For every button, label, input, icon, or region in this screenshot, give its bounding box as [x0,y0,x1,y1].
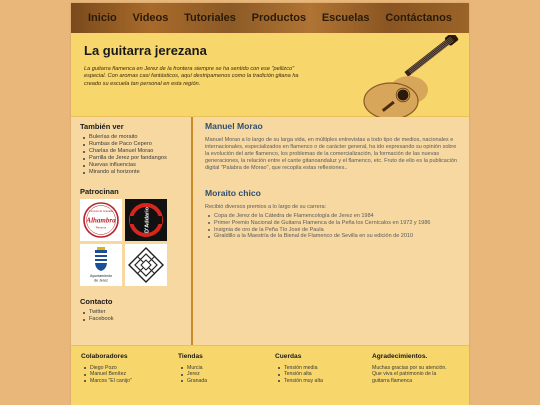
daddario-text: D'Addario [144,206,151,234]
footer-heading: Colaboradores [81,353,128,360]
award-item: Primer Premio Nacional de Guitarra Flamenca de la Peña los Cernícalos en 1972 y 1986 [205,220,461,227]
nav-item-contactanos[interactable]: Contáctanos [385,12,452,24]
article-title: Moraito chico [205,188,261,198]
footer-item[interactable]: Tensión media [275,365,372,371]
twitter-link[interactable]: Twitter [80,309,191,316]
also-see-heading: También ver [80,122,124,131]
site-intro: La guitarra flamenca en Jerez de la frontera siempre se ha sentido con ese "pellizco" especial. Con aromas casi fantásticos, aquí destripamenos como la tradición gitana ha creado su escuela tan personal en esta región. [84,66,299,87]
award-item: Giraldillo a la Maestría de la Bienal de Flamenco de Sevilla en su edición de 2010 [205,233,461,240]
nav-item-escuelas[interactable]: Escuelas [321,12,370,24]
footer-item[interactable]: Tensión alta [275,371,372,377]
ayuntamiento-text: Ayuntamiento [90,274,112,278]
guitar-image [341,35,469,117]
alhambra-bottom-text: Reserva [95,225,107,230]
alhambra-main-text: Alhambra [86,216,116,225]
page-container [71,3,469,405]
contact-heading: Contacto [80,297,113,306]
nav-item-productos[interactable]: Productos [251,12,307,24]
site-title: La guitarra jerezana [84,43,207,58]
article-intro: Recibió diversos premios a lo largo de su carrera: [205,204,327,210]
footer-item[interactable]: Jerez [178,371,275,377]
footer-item[interactable]: Marcos "El canijo" [81,378,178,384]
also-see-item[interactable]: Charlas de Manuel Morao [80,148,191,155]
article-body: Manuel Morao a lo largo de su larga vida, en múltiples entrevistas a todo tipo de medios, nacionales e internacionales, especializados en flamenco o de carácter general, ha ido expresando su opinión sobre la evolución del arte flamenco, los problemas de la comercialización, la formación de las nuevas generaciones, la relación entre el cante gitanoandaluz y el flamenco, etc. Fruto de ello es la publicación digital "Palabra de Morao", que recopila estas reflexiones.. [205,137,457,171]
also-see-item[interactable]: Rumbas de Paco Cepero [80,141,191,148]
footer-item[interactable]: Manuel Benítez [81,371,178,377]
contact-list [80,309,191,323]
nav-item-videos[interactable]: Videos [132,12,169,24]
footer-heading: Cuerdas [275,353,302,360]
thanks-text: Muchas gracias por su atención. Que viva el patrimonio de la guitarra flamenca [372,365,447,384]
ayuntamiento-sub-text: de Jerez [94,278,108,283]
awards-list [205,213,461,240]
main-content [205,121,461,240]
nav-item-tutoriales[interactable]: Tutoriales [184,12,236,24]
article-title: Manuel Morao [205,121,263,131]
ayuntamiento-logo[interactable] [80,244,122,286]
footer-heading: Agradecimientos. [372,353,428,360]
also-see-item[interactable]: Bulerías de moraito [80,134,191,141]
site-footer [71,345,469,405]
also-see-item[interactable]: Nuevas influencias [80,162,191,169]
footer-item[interactable]: Diego Pozo [81,365,178,371]
footer-item[interactable]: Granada [178,378,275,384]
daddario-logo[interactable] [125,199,167,241]
also-see-item[interactable]: Mirando al horizonte [80,169,191,176]
geometric-logo[interactable] [125,244,167,286]
also-see-list [80,134,191,176]
alhambra-logo[interactable] [80,199,122,241]
site-header [71,33,469,117]
award-item: Copa de Jerez de la Cátedra de Flamencología de Jerez en 1984 [205,213,461,220]
article-manuel-morao [205,121,461,172]
sidebar [71,117,193,345]
main-area [71,117,469,345]
footer-item[interactable]: Tensión muy alta [275,378,372,384]
article-moraito-chico [205,188,461,240]
footer-col-strings [275,353,372,405]
facebook-link[interactable]: Facebook [80,316,191,323]
main-nav [71,3,469,33]
footer-col-thanks [372,353,469,405]
footer-heading: Tiendas [178,353,203,360]
footer-item[interactable]: Murcia [178,365,275,371]
award-item: Insignia de oro de la Peña Tío José de Paula [205,227,461,234]
also-see-item[interactable]: Parrilla de Jerez por fandangos [80,155,191,162]
nav-item-inicio[interactable]: Inicio [88,12,117,24]
footer-col-collaborators [81,353,178,405]
sponsors-heading: Patrocinan [80,187,119,196]
footer-col-stores [178,353,275,405]
sponsors-grid [80,199,191,286]
alhambra-top-text: Cerveza de Granada [88,210,114,213]
